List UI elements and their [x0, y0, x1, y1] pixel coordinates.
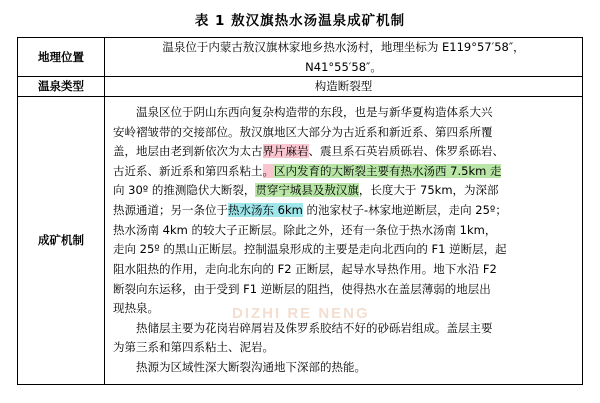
- row-label-cell: [18, 38, 105, 77]
- table-row: [18, 38, 583, 77]
- table-row: [18, 96, 583, 384]
- body-text: 热水汤南 4km 的较大子正断层。除此之外，还有一条位于热水汤南 1km，: [113, 222, 497, 237]
- paragraph-line: [113, 103, 574, 122]
- row-label-cell: [18, 77, 105, 97]
- table-row: [18, 77, 583, 97]
- table-title: 表 1 敖汉旗热水汤温泉成矿机制: [194, 13, 406, 29]
- row-label-text: 温泉类型: [38, 78, 84, 93]
- highlighted-text: 贯穿宁城县及敖汉旗: [255, 183, 359, 198]
- highlighted-text: 界片麻岩: [262, 144, 309, 159]
- row-value-cell: [105, 38, 583, 77]
- paragraph-line: [113, 240, 574, 259]
- body-text: N41°55′58″。: [305, 59, 382, 74]
- body-text: 安岭褶皱带的交接部位。敖汉旗地区大部分为古近系和新近系、第四系所覆: [113, 124, 493, 139]
- body-text: 温泉位于内蒙古敖汉旗林家地乡热水汤村，地理坐标为 E119°57′58″，: [162, 40, 525, 54]
- body-text: 温泉区位于阴山东西向复杂构造带的东段，也是与新华夏构造体系大兴: [136, 104, 493, 119]
- paragraph-line: [113, 280, 574, 299]
- paragraph-line: [113, 260, 574, 279]
- row-value-cell: [105, 96, 583, 384]
- table-body: [18, 38, 583, 385]
- paragraph-line: [113, 338, 574, 357]
- row-label-text: 成矿机制: [38, 232, 84, 247]
- paragraph-line: [113, 181, 574, 200]
- paragraph-line: [113, 319, 574, 338]
- body-text: 为第三系和第四系粘土、泥岩。: [113, 340, 274, 355]
- body-text: 构造断裂型: [314, 79, 373, 94]
- paragraph-line: [105, 77, 582, 96]
- body-text: 阻水阻热的作用，走向北东向的 F2 正断层，起导水导热作用。地下水沿 F2: [113, 261, 497, 276]
- body-text: 盖，地层由老到新依次为太古: [113, 144, 263, 159]
- paragraph-line: [113, 299, 574, 318]
- paragraph-line: [105, 58, 582, 77]
- paragraph-line: [113, 358, 574, 377]
- body-text: 断裂向东运移，由于受到 F1 逆断层的阻挡，使得热水在盖层薄弱的地层出: [113, 281, 491, 296]
- paragraph-line: [113, 201, 574, 220]
- paragraph-line: [113, 123, 574, 142]
- body-text: 热储层主要为花岗岩碎屑岩及侏罗系胶结不好的砂砾岩组成。盖层主要: [136, 320, 493, 335]
- paragraph-line: [113, 221, 574, 240]
- body-text: 的池家杖子-林家地逆断层，走向 25º；: [302, 203, 507, 217]
- highlighted-text: 区内发育的大断裂主要有热水汤西 7.5km 走: [274, 163, 502, 178]
- watermark-text: DIZHI RE NENG: [232, 305, 370, 322]
- row-value-cell: [105, 77, 583, 97]
- body-text: 热源为区域性深大断裂沟通地下深部的热能。: [136, 360, 366, 374]
- paragraph-line: [113, 162, 574, 181]
- geothermal-mechanism-table: [17, 37, 583, 385]
- highlighted-text: 。: [262, 163, 274, 178]
- row-label-text: 地理位置: [38, 49, 84, 64]
- body-text: 热源通道；另一条位于: [113, 203, 228, 217]
- body-text: ，长度大于 75km，为深部: [358, 183, 499, 198]
- paragraph-line: [105, 38, 582, 57]
- body-text: 、震旦系石英岩质砾岩、侏罗系砾岩、: [308, 144, 504, 159]
- highlighted-text: 热水汤东 6km: [228, 203, 303, 217]
- body-text: 古近系、新近系和第四系粘土: [113, 163, 263, 178]
- body-text: 向 30º 的推测隐伏大断裂，: [113, 183, 256, 198]
- paragraph-line: [113, 142, 574, 161]
- row-label-cell: [18, 96, 105, 384]
- body-text: 走向 25º 的黑山正断层。控制温泉形成的主要是走向北西向的 F1 逆断层，起: [113, 242, 507, 257]
- body-text: 现热泉。: [113, 301, 159, 316]
